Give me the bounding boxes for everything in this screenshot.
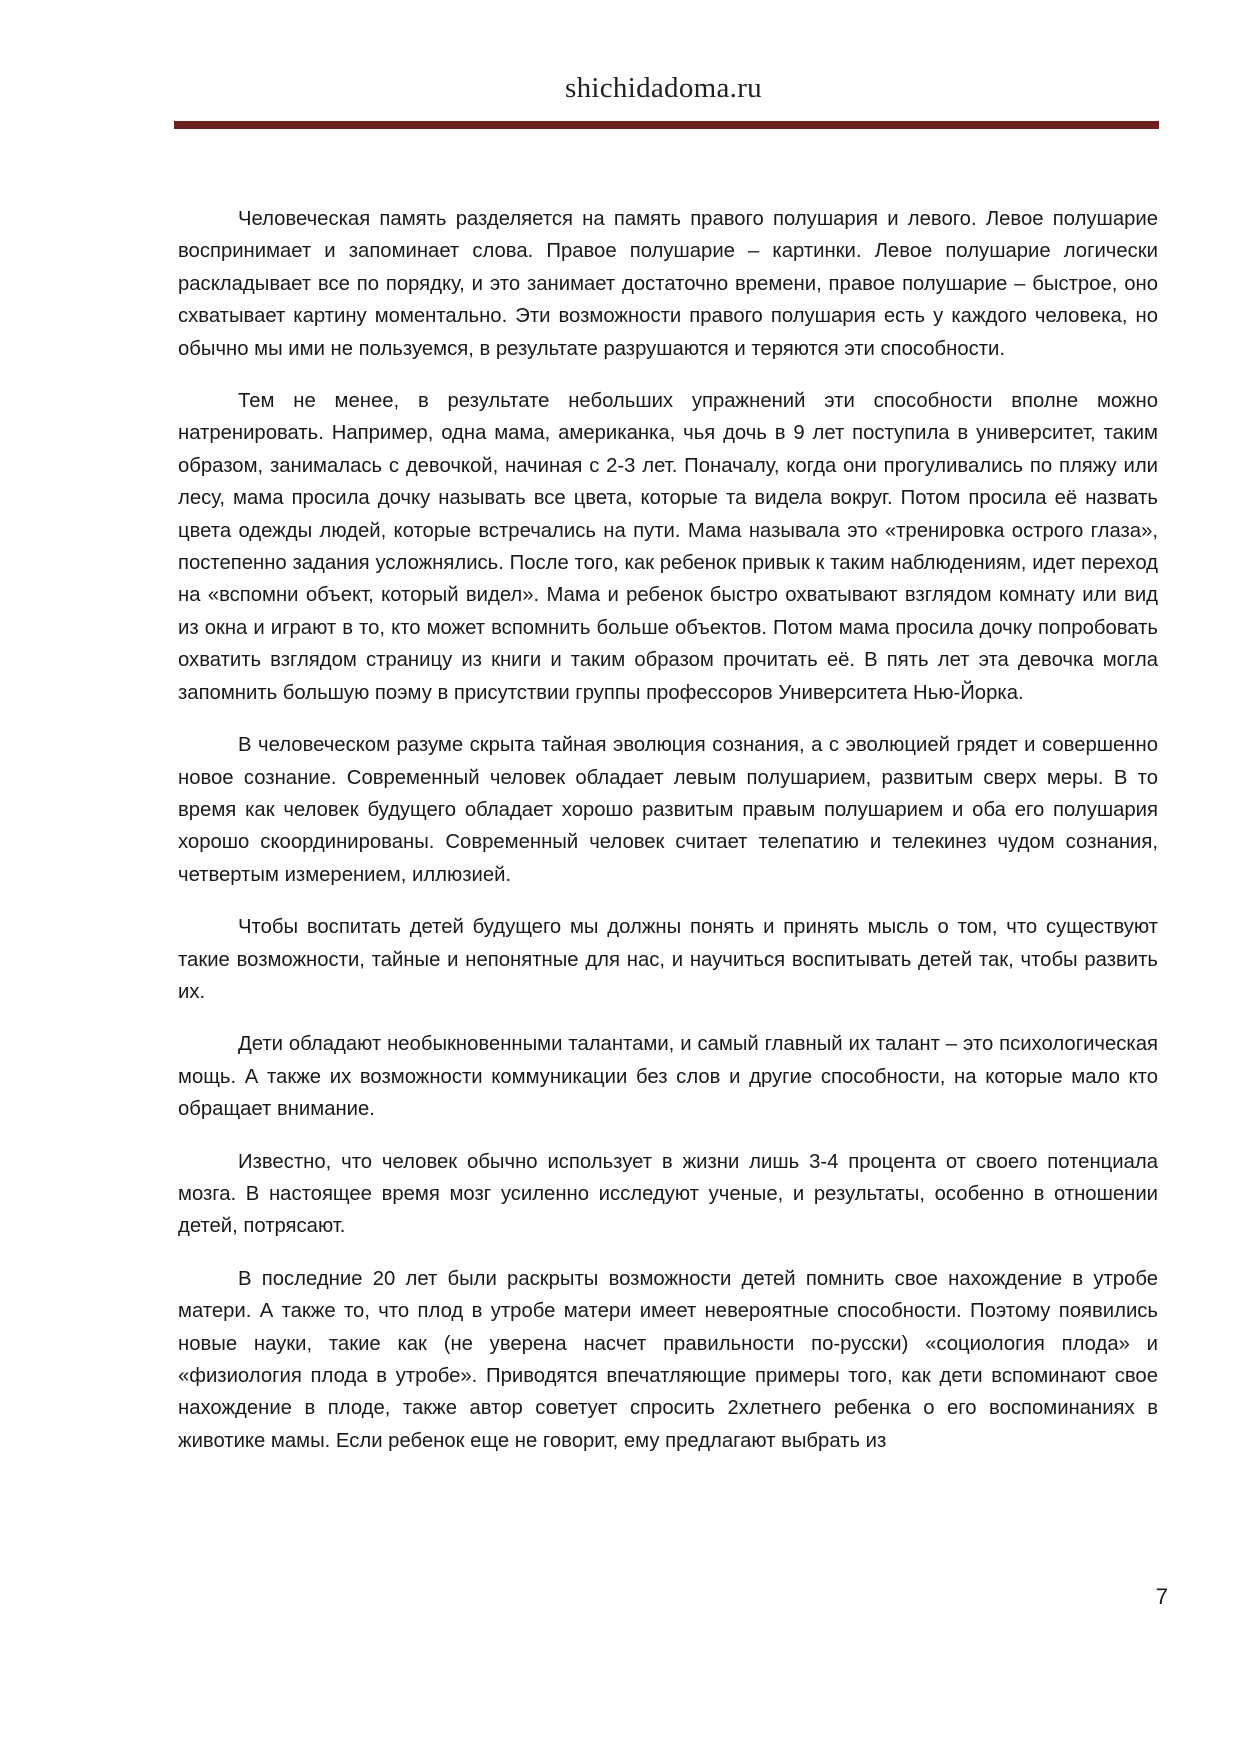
paragraph-2: Тем не менее, в результате небольших упражнений эти способности вполне можно натренировать. Например, одна мама, американка, чья дочь в 9 лет поступила в университет, таким образом, занималась с девочкой, начиная с 2-3 лет. Поначалу, когда они прогуливались по пляжу или лесу, мама просила дочку называть все цвета, которые та видела вокруг. Потом просила её назвать цвета одежды людей, которые встречались на пути. Мама называла это «тренировка острого глаза», постепенно задания усложнялись. После того, как ребенок привык к таким наблюдениям, идет переход на «вспомни объект, который видел». Мама и ребенок быстро охватывают взглядом комнату или вид из окна и играют в то, кто может вспомнить больше объектов. Потом мама просила дочку попробовать охватить взглядом страницу из книги и таким образом прочитать её. В пять лет эта девочка могла запомнить большую поэму в присутствии группы профессоров Университета Нью-Йорка.: [178, 390, 1158, 704]
paragraph-5: Дети обладают необыкновенными талантами, и самый главный их талант – это психологическая мощь. А также их возможности коммуникации без слов и другие способности, на которые мало кто обращает внимание.: [178, 1033, 1158, 1121]
page-number: 7: [1155, 1584, 1168, 1609]
paragraph-6: Известно, что человек обычно использует в жизни лишь 3-4 процента от своего потенциала мозга. В настоящее время мозг усиленно исследуют ученые, и результаты, особенно в отношении детей, потрясают.: [178, 1150, 1158, 1238]
body-text: [178, 203, 1158, 1477]
paragraph-3: В человеческом разуме скрыта тайная эволюция сознания, а с эволюцией грядет и совершенно новое сознание. Современный человек обладает левым полушарием, развитым сверх меры. В то время как человек будущего обладает хорошо развитым правым полушарием и оба его полушария хорошо скоординированы. Современный человек считает телепатию и телекинез чудом сознания, четвертым измерением, иллюзией.: [178, 734, 1158, 886]
paragraph-1: Человеческая память разделяется на память правого полушария и левого. Левое полушарие воспринимает и запоминает слова. Правое полушарие – картинки. Левое полушарие логически раскладывает все по порядку, и это занимает достаточно времени, правое полушарие – быстрое, оно схватывает картину моментально. Эти возможности правого полушария есть у каждого человека, но обычно мы ими не пользуемся, в результате разрушаются и теряются эти способности.: [178, 208, 1158, 360]
site-header-title: shichidadoma.ru: [565, 72, 762, 104]
paragraph-7: В последние 20 лет были раскрыты возможности детей помнить свое нахождение в утробе матери. А также то, что плод в утробе матери имеет невероятные способности. Поэтому появились новые науки, такие как (не уверена насчет правильности по-русски) «социология плода» и «физиология плода в утробе». Приводятся впечатляющие примеры того, как дети вспоминают свое нахождение в плоде, также автор советует спросить 2хлетнего ребенка о его воспоминаниях в животике мамы. Если ребенок еще не говорит, ему предлагают выбрать из: [178, 1267, 1158, 1452]
paragraph-4: Чтобы воспитать детей будущего мы должны понять и принять мысль о том, что существуют такие возможности, тайные и непонятные для нас, и научиться воспитывать детей так, чтобы развить их.: [178, 916, 1158, 1003]
header-divider: [174, 121, 1159, 129]
